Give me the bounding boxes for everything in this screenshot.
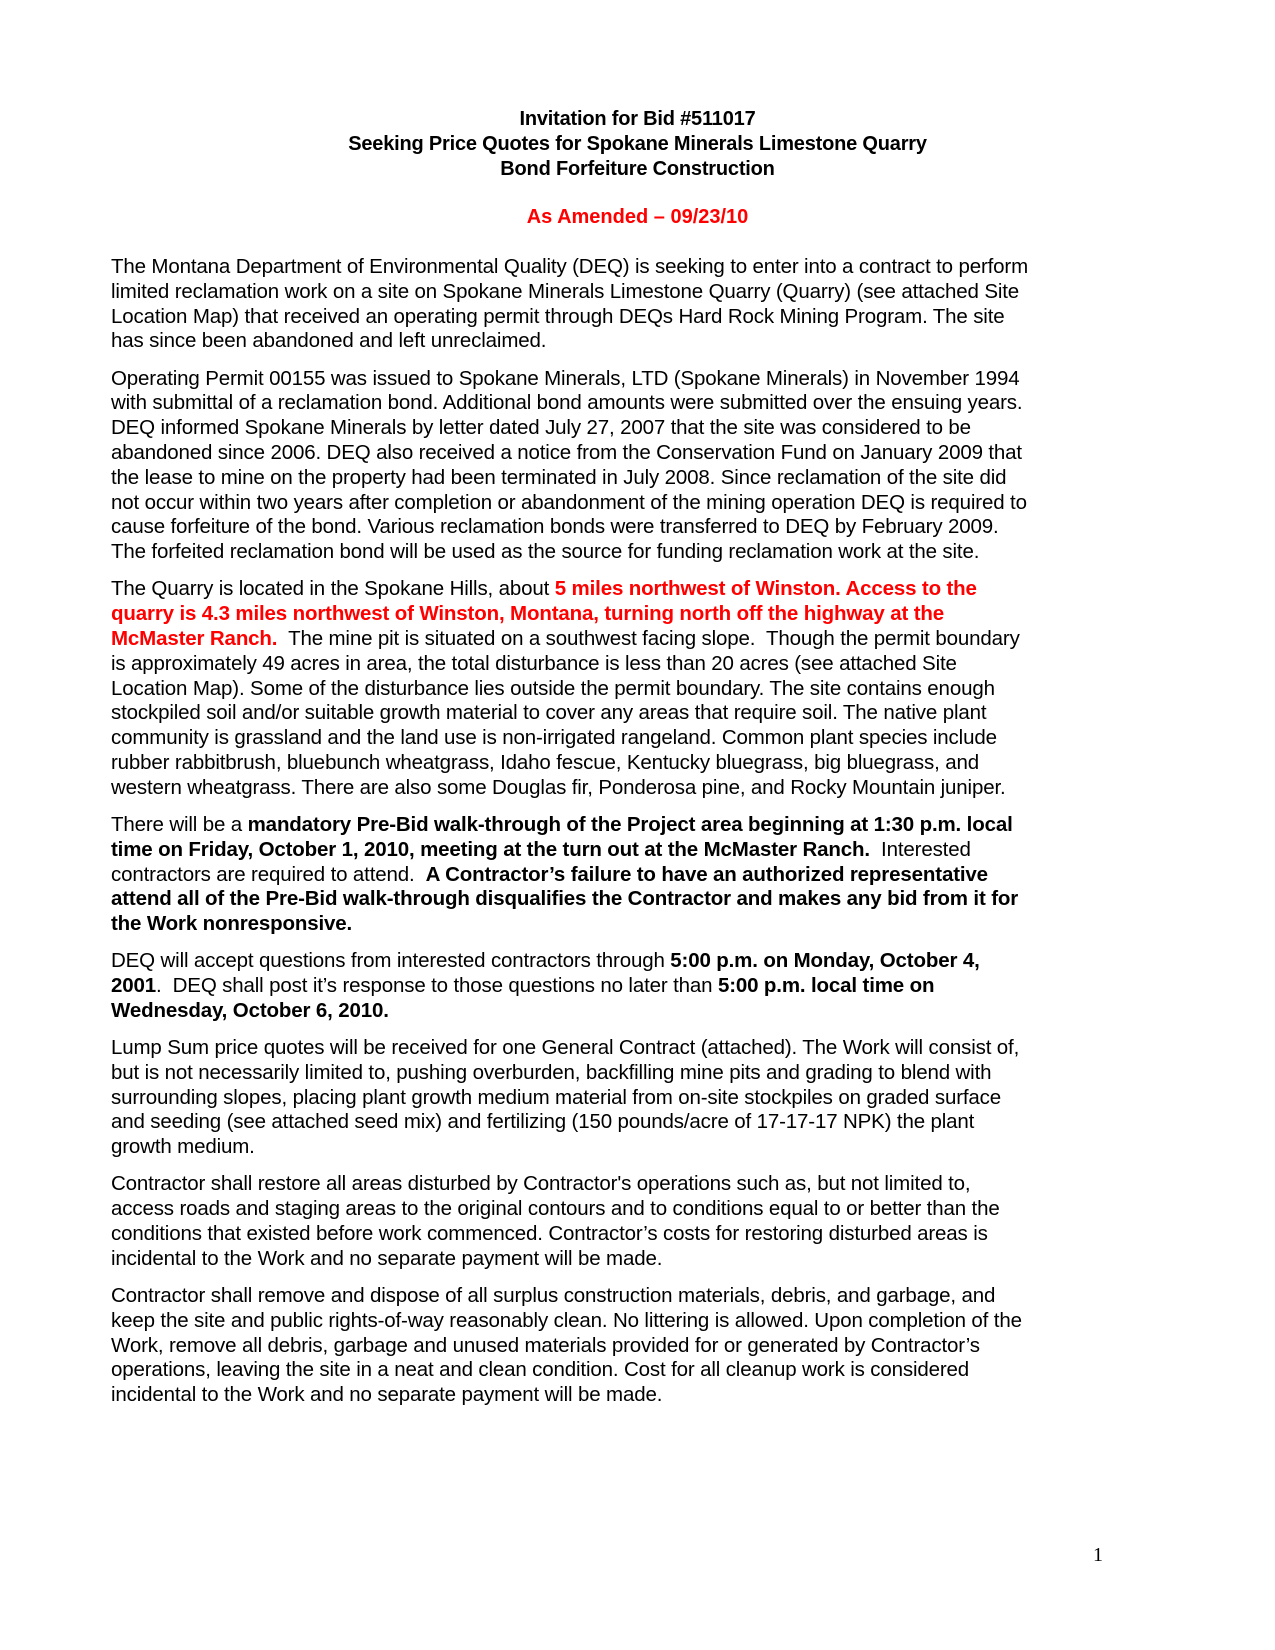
text-line: Location Map) that received an operating permit through DEQs Hard Rock Mining Program. The site (111, 304, 1005, 328)
highlight-access-text: quarry is 4.3 miles northwest of Winston, Montana, turning north off the highway at the (111, 602, 944, 626)
amended-notice: As Amended – 09/23/10 (526, 206, 749, 228)
text-line: cause forfeiture of the bond. Various reclamation bonds were transferred to DEQ by February 2009. (111, 515, 999, 539)
text-line: the Work nonresponsive. (111, 912, 353, 936)
text-line (111, 863, 1171, 888)
text-line: but is not necessarily limited to, pushing overburden, backfilling mine pits and grading to blend with (111, 1060, 992, 1084)
text-line: rubber rabbitbrush, bluebunch wheatgrass, Idaho fescue, Kentucky bluegrass, big bluegrass, and (111, 750, 979, 774)
document-title: Invitation for Bid #511017 (519, 108, 756, 130)
text-bold: 5:00 p.m. local time on (717, 974, 935, 998)
text-line: not occur within two years after completion or abandonment of the mining operation DEQ is required to (111, 490, 1027, 514)
text-line (111, 577, 1171, 602)
paragraph-cleanup (111, 1284, 1171, 1408)
text-line: with submittal of a reclamation bond. Additional bond amounts were submitted over the ensuing years. (111, 391, 1023, 415)
text-line: incidental to the Work and no separate payment will be made. (111, 1246, 663, 1270)
text-line: DEQ informed Spokane Minerals by letter dated July 27, 2007 that the site was considered to be (111, 416, 971, 440)
document-subtitle-2: Bond Forfeiture Construction (500, 158, 775, 180)
text-line: surrounding slopes, placing plant growth medium material from on-site stockpiles on graded surface (111, 1085, 1002, 1109)
text-line: conditions that existed before work commenced. Contractor’s costs for restoring disturbed areas is (111, 1222, 988, 1246)
text-line: is approximately 49 acres in area, the total disturbance is less than 20 acres (see attached Site (111, 651, 957, 675)
page-number: 1 (1093, 1544, 1103, 1566)
text-line: western wheatgrass. There are also some Douglas fir, Ponderosa pine, and Rocky Mountain juniper. (111, 775, 1006, 799)
highlight-location-text: 5 miles northwest of Winston. Access to the (554, 577, 977, 601)
text-line: growth medium. (111, 1135, 255, 1159)
paragraph-scope-of-work (111, 1036, 1171, 1160)
text-line: Contractor shall restore all areas disturbed by Contractor's operations such as, but not limited to, (111, 1172, 971, 1196)
text-line: and seeding (see attached seed mix) and fertilizing (150 pounds/acre of 17-17-17 NPK) the plant (111, 1110, 975, 1134)
paragraph-pre-bid-walkthrough (111, 813, 1171, 937)
text-line: access roads and staging areas to the original contours and to conditions equal to or better than the (111, 1197, 1000, 1221)
text-plain: DEQ will accept questions from interested contractors through (111, 949, 671, 973)
text-line: Lump Sum price quotes will be received for one General Contract (attached). The Work will consist of, (111, 1036, 1020, 1060)
text-line (111, 838, 1171, 863)
text-plain: The Quarry is located in the Spokane Hills, about (111, 577, 555, 601)
text-line (111, 974, 1171, 999)
text-line: incidental to the Work and no separate payment will be made. (111, 1383, 663, 1407)
text-bold: 5:00 p.m. on Monday, October 4, (670, 949, 980, 973)
text-plain: The mine pit is situated on a southwest facing slope. Though the permit boundary (277, 626, 1020, 650)
text-line: limited reclamation work on a site on Spokane Minerals Limestone Quarry (Quarry) (see attached Site (111, 279, 1020, 303)
text-plain: Interested (869, 837, 971, 861)
text-line: Location Map). Some of the disturbance lies outside the permit boundary. The site contains enough (111, 676, 995, 700)
text-line: operations, leaving the site in a neat and clean condition. Cost for all cleanup work is considered (111, 1358, 970, 1382)
document-title-block (0, 107, 1275, 182)
text-line: abandoned since 2006. DEQ also received a notice from the Conservation Fund on January 2009 that (111, 440, 1022, 464)
text-plain: . DEQ shall post it’s response to those questions no later than (156, 974, 718, 998)
highlight-ranch-text: McMaster Ranch. (111, 626, 278, 650)
text-bold: 2001 (111, 974, 157, 998)
text-line: community is grassland and the land use is non-irrigated rangeland. Common plant species include (111, 726, 997, 750)
text-line: stockpiled soil and/or suitable growth material to cover any areas that require soil. The native plant (111, 701, 987, 725)
text-line: Wednesday, October 6, 2010. (111, 998, 389, 1022)
text-line: Work, remove all debris, garbage and unused materials provided for or generated by Contractor’s (111, 1333, 980, 1357)
text-line: has since been abandoned and left unreclaimed. (111, 329, 547, 353)
text-bold: mandatory Pre-Bid walk-through of the Project area beginning at 1:30 p.m. local (247, 812, 1013, 836)
document-subtitle: Seeking Price Quotes for Spokane Minerals Limestone Quarry (348, 133, 927, 155)
text-line: Operating Permit 00155 was issued to Spokane Minerals, LTD (Spokane Minerals) in November 1994 (111, 366, 1020, 390)
text-line: The forfeited reclamation bond will be used as the source for funding reclamation work at the site. (111, 540, 980, 564)
text-plain: contractors are required to attend. (111, 862, 426, 886)
paragraph-introduction (111, 255, 1171, 354)
paragraph-restoration (111, 1172, 1171, 1271)
text-line: keep the site and public rights-of-way reasonably clean. No littering is allowed. Upon completion of the (111, 1308, 1022, 1332)
text-bold: A Contractor’s failure to have an authorized representative (425, 862, 988, 886)
text-line: Contractor shall remove and dispose of all surplus construction materials, debris, and garbage, and (111, 1284, 996, 1308)
text-line (111, 627, 1171, 652)
text-line: attend all of the Pre-Bid walk-through disqualifies the Contractor and makes any bid from it for (111, 887, 1019, 911)
paragraph-questions-deadline (111, 949, 1171, 1023)
text-bold: time on Friday, October 1, 2010, meeting at the turn out at the McMaster Ranch. (111, 837, 870, 861)
paragraph-permit-history (111, 367, 1171, 565)
text-plain: There will be a (111, 812, 248, 836)
text-line (111, 949, 1171, 974)
text-line: The Montana Department of Environmental Quality (DEQ) is seeking to enter into a contract to perform (111, 255, 1029, 278)
text-line (111, 813, 1171, 838)
text-line: the lease to mine on the property had been terminated in July 2008. Since reclamation of the site did (111, 465, 1007, 489)
paragraph-location (111, 577, 1171, 800)
document-body (111, 255, 1171, 1420)
